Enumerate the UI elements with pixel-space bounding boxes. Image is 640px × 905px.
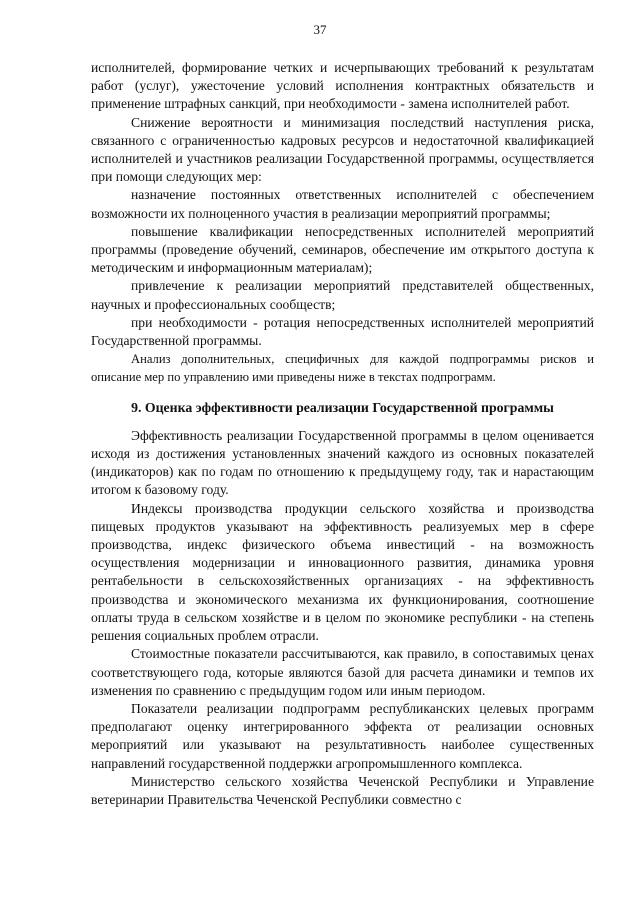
paragraph-risk-reduction: Снижение вероятности и минимизация последствий наступления риска, связанного с ограниченностью кадровых ресурсов и недостаточной квалификацией исполнителей и участников реализации Государственной программы, осуществляется при помощи следующих мер:: [91, 114, 594, 185]
paragraph-contract-obligations: исполнителей, формирование четких и исчерпывающих требований к результатам работ (услуг), ужесточение условий исполнения контрактных обязательств и применение штрафных санкций, при необходимости - замена исполнителей работ.: [91, 60, 594, 112]
paragraph-measure-assign-executors: назначение постоянных ответственных исполнителей с обеспечением возможности их полноценного участия в реализации мероприятий программы;: [91, 187, 594, 221]
paragraph-measure-rotation: при необходимости - ротация непосредственных исполнителей мероприятий Государственной программы.: [91, 314, 594, 349]
paragraph-risk-analysis: Анализ дополнительных, специфичных для каждой подпрограммы рисков и описание мер по управлению ими приведены ниже в текстах подпрограмм.: [91, 352, 594, 385]
document-body: [91, 59, 594, 809]
paragraph-efficiency-overall: Эффективность реализации Государственной программы в целом оценивается исходя из достижения установленных значений каждого из основных показателей (индикаторов) как по годам по отношению к предыдущему году, так и нарастающим итогом к базовому году.: [91, 427, 594, 498]
paragraph-ministry: Министерство сельского хозяйства Чеченской Республики и Управление ветеринарии Правительства Чеченской Республики совместно с: [91, 773, 594, 807]
paragraph-production-indexes: Индексы производства продукции сельского хозяйства и производства пищевых продуктов указывают на эффективность реализуемых мер в сфере производства, индекс физического объема инвестиций - на возможность осуществления модернизации и инновационного развития, динамика уровня рентабельности в сельскохозяйственных организациях - на эффективность производства и экономического механизма их функционирования, соотношение оплаты труда в сельском хозяйстве и в целом по экономике республики - на степень решения социальных проблем отрасли.: [91, 500, 594, 644]
paragraph-measure-communities: привлечение к реализации мероприятий представителей общественных, научных и профессиональных сообществ;: [91, 278, 594, 312]
paragraph-measure-qualification: повышение квалификации непосредственных исполнителей мероприятий программы (проведение обучений, семинаров, обеспечение им открытого доступа к методическим и информационным материалам);: [91, 223, 594, 276]
section-heading: 9. Оценка эффективности реализации Государственной программы: [131, 399, 554, 415]
paragraph-cost-indicators: Стоимостные показатели рассчитываются, как правило, в сопоставимых ценах соответствующего года, которые являются базой для расчета динамики и темпов их изменения по сравнению с предыдущим годом или иным периодом.: [91, 646, 594, 698]
page-number: 37: [313, 22, 327, 37]
paragraph-subprogram-indicators: Показатели реализации подпрограмм республиканских целевых программ предполагают оценку интегрированного эффекта от реализации основных мероприятий или указывают на результативность наиболее существенных направлений государственной поддержки агропромышленного комплекса.: [91, 700, 594, 771]
